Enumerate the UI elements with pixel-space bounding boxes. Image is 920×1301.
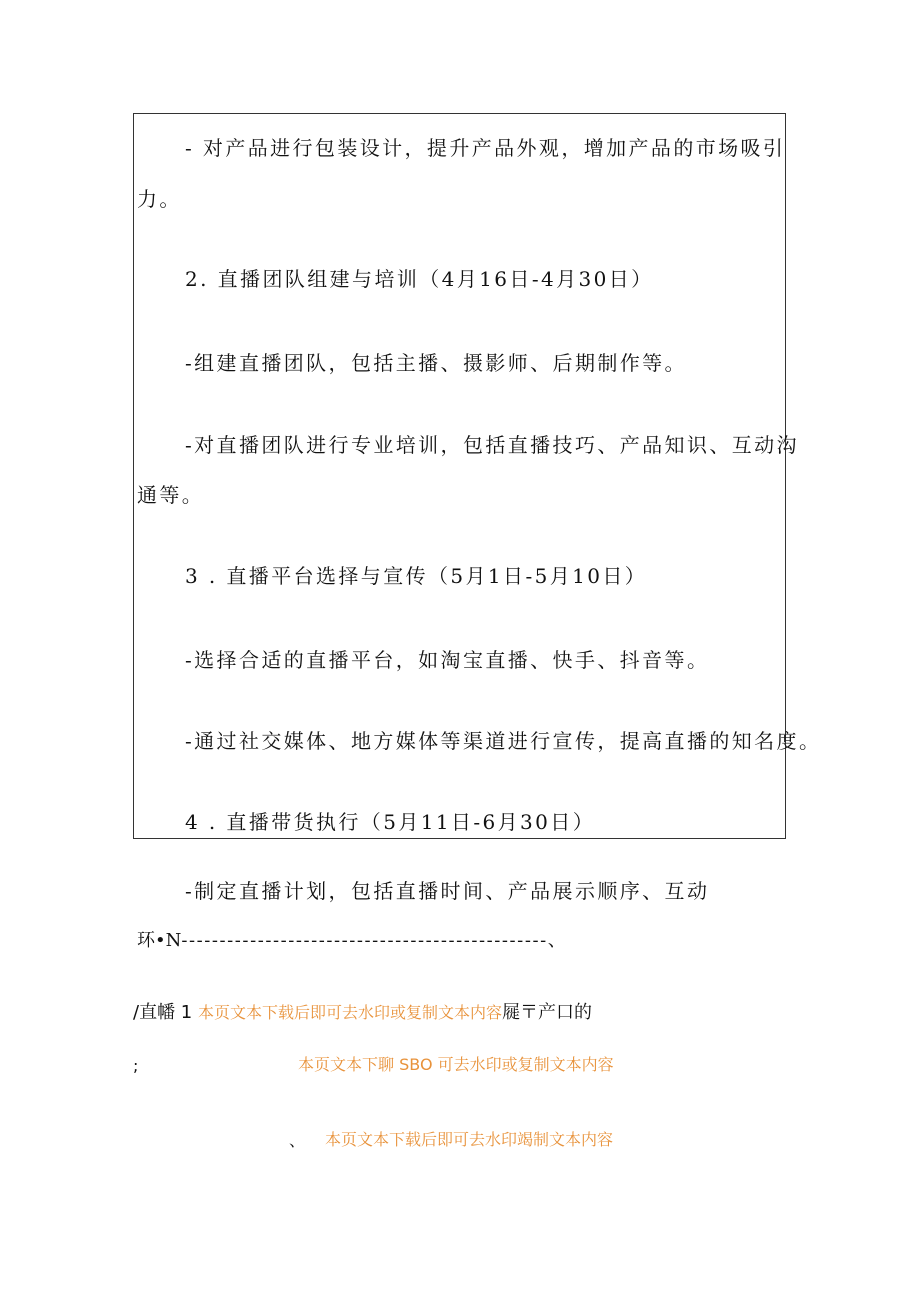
paragraph-team-train-cont: 通等。 bbox=[137, 483, 205, 507]
comma-mark: 、 bbox=[289, 1131, 306, 1150]
paragraph-platform-select: -选择合适的直播平台，如淘宝直播、快手、抖音等。 bbox=[185, 648, 710, 672]
paragraph-platform-promo: -通过社交媒体、地方媒体等渠道进行宣传，提高直播的知名度。 bbox=[185, 729, 822, 753]
dash-prefix: 环•N bbox=[137, 930, 182, 951]
watermark-text-3: 本页文本下载后即可去水印竭制文本内容 bbox=[325, 1130, 614, 1149]
dash-suffix: 、 bbox=[547, 930, 566, 951]
paragraph-packaging-cont: 力。 bbox=[137, 187, 182, 211]
heading-platform: 3 . 直播平台选择与宣传（5月1日-5月10日） bbox=[185, 564, 648, 588]
dash-line-row bbox=[137, 929, 566, 953]
paragraph-team-train: -对直播团队进行专业培训，包括直播技巧、产品知识、互动沟 bbox=[185, 433, 799, 457]
watermark-text-1: 本页文本下载后即可去水印或复制文本内容 bbox=[197, 1003, 502, 1022]
watermark-text-2: 本页文本下聊 SBO 可去水印或复制文本内容 bbox=[298, 1055, 614, 1074]
garbled-text-start: /直幡 1 bbox=[133, 1002, 193, 1023]
dash-rule: ------------------------------------------------ bbox=[181, 930, 548, 951]
semicolon-mark: ; bbox=[133, 1056, 139, 1075]
paragraph-team-build: -组建直播团队，包括主播、摄影师、后期制作等。 bbox=[185, 351, 687, 375]
paragraph-packaging: - 对产品进行包装设计，提升产品外观，增加产品的市场吸引 bbox=[185, 136, 786, 160]
heading-execution: 4 . 直播带货执行（5月11日-6月30日） bbox=[185, 810, 596, 834]
garbled-row-1 bbox=[133, 1001, 592, 1025]
paragraph-plan: -制定直播计划，包括直播时间、产品展示顺序、互动 bbox=[185, 879, 710, 903]
heading-team: 2. 直播团队组建与培训（4月16日-4月30日） bbox=[185, 267, 654, 291]
garbled-text-end: 屣〒产口的 bbox=[502, 1002, 592, 1023]
